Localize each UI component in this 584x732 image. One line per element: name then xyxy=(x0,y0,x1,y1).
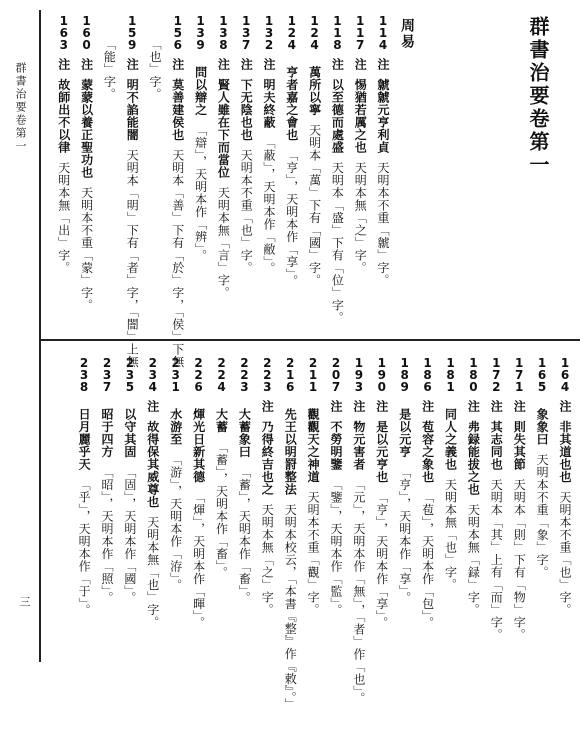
note-column xyxy=(353,14,367,274)
line-number: 160 xyxy=(79,14,94,50)
line-number: 172 xyxy=(489,356,504,392)
note-column xyxy=(512,356,526,641)
source-text: 是以元亨 xyxy=(397,408,412,458)
note-column xyxy=(57,14,71,274)
source-text: 問以辯之 xyxy=(193,66,208,116)
source-text: 明夫終蔽 xyxy=(262,78,276,129)
note-column xyxy=(558,356,572,616)
line-number: 159 xyxy=(125,14,140,50)
line-number: 156 xyxy=(170,14,185,50)
note-column xyxy=(216,14,230,299)
note-column xyxy=(330,14,344,324)
line-number: 224 xyxy=(214,356,229,392)
note-label: 注 xyxy=(489,400,504,413)
source-text: 昭于四方 xyxy=(100,408,114,458)
note-column xyxy=(123,356,137,604)
note-column xyxy=(146,356,160,629)
line-number: 163 xyxy=(56,14,71,50)
note-column xyxy=(308,14,322,287)
running-title: 群書治要卷第一 xyxy=(14,62,27,153)
line-number: 190 xyxy=(374,356,389,392)
top-divider xyxy=(40,339,580,341)
line-number: 189 xyxy=(397,356,412,392)
variant-note: 「固」，天明本作「國」。 xyxy=(122,466,137,604)
note-label: 注 xyxy=(330,58,345,71)
source-text: 水游至 xyxy=(168,408,183,446)
note-label: 注 xyxy=(376,58,390,71)
line-number: 118 xyxy=(330,14,345,50)
source-text: 乃得終吉也之 xyxy=(260,420,275,496)
variant-note: 天明本「則」下有「物」字。 xyxy=(512,478,527,641)
source-text: 明不諂能闇 xyxy=(125,78,140,141)
variant-note: 「也」字。 xyxy=(148,38,162,101)
line-number: 211 xyxy=(306,356,321,392)
note-column xyxy=(170,14,185,368)
source-text: 物元害者 xyxy=(351,420,366,471)
variant-note: 天明本無「言」字。 xyxy=(216,186,231,299)
variant-note: 「游」，天明本作「洊」。 xyxy=(168,453,183,592)
source-text: 大蓄 xyxy=(214,408,229,433)
variant-note: 天明本「其」上有「而」字。 xyxy=(489,478,504,641)
source-text: 故得保其威尊也 xyxy=(145,420,160,508)
variant-note: 天明本無「出」字。 xyxy=(56,161,71,274)
variant-note: 天明本無「録」字。 xyxy=(466,503,481,616)
line-number: 117 xyxy=(353,14,368,50)
note-label: 注 xyxy=(351,400,366,413)
variant-note: 天明本無「也」字。 xyxy=(145,516,160,629)
line-number: 181 xyxy=(443,356,458,392)
note-label: 注 xyxy=(329,400,343,413)
variant-note: 天明本「盛」下有「位」字。 xyxy=(330,161,345,324)
source-text: 下无陰也也 xyxy=(239,78,254,141)
note-column xyxy=(125,14,140,368)
source-text: 是以元亨也 xyxy=(374,420,389,483)
note-label: 注 xyxy=(239,58,254,71)
note-column xyxy=(283,356,298,711)
variant-note: 「煇」，天明本作「暉」。 xyxy=(191,491,206,629)
variant-note: 「亨」，天明本作「享」。 xyxy=(284,149,299,287)
note-column xyxy=(215,356,229,579)
line-number: 186 xyxy=(420,356,435,392)
note-column xyxy=(194,14,208,262)
note-column xyxy=(262,14,276,275)
note-label: 注 xyxy=(56,58,71,71)
source-text: 虩虩元亨利貞 xyxy=(376,78,390,154)
note-label: 注 xyxy=(170,58,185,71)
variant-note: 天明本無「也」字。 xyxy=(443,478,458,591)
note-column xyxy=(375,356,389,629)
line-number: 164 xyxy=(558,356,572,392)
source-text: 日月麗乎天 xyxy=(77,408,92,471)
note-column xyxy=(260,356,274,616)
note-label: 注 xyxy=(374,400,389,413)
line-number: 238 xyxy=(77,356,92,392)
note-column xyxy=(466,356,480,616)
line-number: 234 xyxy=(145,356,160,392)
variant-note: 「昭」，天明本作「照」。 xyxy=(100,466,114,604)
variant-note: 「蔽」，天明本作「敝」。 xyxy=(262,136,276,275)
source-text: 亨者嘉之會也 xyxy=(284,66,299,141)
source-text: 莫善建侯也 xyxy=(170,78,185,141)
source-text: 象象曰 xyxy=(535,408,550,446)
line-number: 223 xyxy=(260,356,275,392)
note-label: 注 xyxy=(420,400,435,413)
note-label: 注 xyxy=(145,400,160,413)
variant-note: 天明本「善」下有「於」字，「侯」下無 xyxy=(170,149,185,368)
line-number: 138 xyxy=(216,14,231,50)
note-column xyxy=(421,356,435,629)
line-number: 124 xyxy=(307,14,322,50)
note-label: 注 xyxy=(512,400,527,413)
line-number: 193 xyxy=(351,356,366,392)
variant-note: 天明本無「之」字。 xyxy=(260,503,275,616)
variant-note: 天明本「萬」下有「國」字。 xyxy=(307,124,322,287)
source-text: 苞容之象也 xyxy=(420,420,435,483)
line-number: 124 xyxy=(284,14,299,50)
note-column xyxy=(102,14,116,101)
source-text: 賢人雖在下而當位 xyxy=(216,78,231,179)
note-column xyxy=(192,356,206,629)
variant-note: 天明本不重「象」字。 xyxy=(535,453,550,579)
line-number: 139 xyxy=(193,14,208,50)
line-number: 114 xyxy=(376,14,390,50)
variant-note: 天明本「明」下有「者」字，「闇」上無 xyxy=(125,149,140,368)
note-label: 注 xyxy=(353,58,368,71)
variant-note: 「乎」，天明本作「于」。 xyxy=(77,478,92,617)
line-number: 180 xyxy=(466,356,481,392)
note-label: 注 xyxy=(260,400,275,413)
note-label: 注 xyxy=(216,58,231,71)
source-text: 同人之義也 xyxy=(443,408,458,471)
page-title: 群書治要卷第一 xyxy=(526,16,550,177)
note-label: 注 xyxy=(466,400,481,413)
variant-note: 天明本不重「蒙」字。 xyxy=(79,186,94,312)
source-text: 以守其固 xyxy=(122,408,137,458)
note-label: 注 xyxy=(262,58,276,71)
variant-note: 「亨」，天明本作「享」。 xyxy=(397,466,412,604)
source-text: 先王以明罸整法 xyxy=(283,408,298,496)
variant-note: 「蓄」，天明本作「畜」。 xyxy=(214,441,229,579)
source-text: 不勞明鑒 xyxy=(329,420,343,471)
line-number: 235 xyxy=(122,356,137,392)
note-column xyxy=(398,356,412,604)
line-number: 171 xyxy=(512,356,527,392)
note-label: 注 xyxy=(79,58,94,71)
note-column xyxy=(535,356,549,579)
variant-note: 「元」，天明本作「無」，「者」作「也」。 xyxy=(351,478,366,705)
line-number: 237 xyxy=(100,356,114,392)
note-column xyxy=(169,356,183,592)
variant-note: 「蓄」，天明本作「畜」。 xyxy=(237,466,252,604)
variant-note: 天明本不重「也」字。 xyxy=(558,491,572,616)
page-number: 三 xyxy=(18,596,31,607)
source-text: 以至德而處盛 xyxy=(330,78,345,154)
note-column xyxy=(444,356,458,591)
line-number: 165 xyxy=(535,356,550,392)
section-heading: 周易 xyxy=(399,18,415,50)
left-margin-rule xyxy=(39,10,41,662)
note-column xyxy=(376,14,390,287)
line-number: 226 xyxy=(191,356,206,392)
line-number: 223 xyxy=(237,356,252,392)
variant-note: 「亨」，天明本作「享」。 xyxy=(374,491,389,629)
source-text: 弗録能拔之也 xyxy=(466,420,481,496)
source-text: 大蓄象曰 xyxy=(237,408,252,458)
note-column xyxy=(80,14,94,312)
variant-note: 天明本不重「觀」字。 xyxy=(306,491,321,616)
note-column xyxy=(489,356,503,641)
source-text: 惕猶若厲之也 xyxy=(353,78,368,154)
note-column xyxy=(306,356,320,616)
note-column xyxy=(237,356,251,604)
note-column xyxy=(100,356,114,604)
variant-note: 「能」字。 xyxy=(102,38,117,101)
variant-note: 「苞」，天明本作「包」。 xyxy=(420,491,435,629)
variant-note: 天明本無「之」字。 xyxy=(353,161,368,274)
variant-note: 天明本不重「也」字。 xyxy=(239,149,254,274)
line-number: 132 xyxy=(262,14,276,50)
variant-note: 天明本不重「虩」字。 xyxy=(376,161,390,287)
source-text: 故師出不以律 xyxy=(56,78,71,154)
variant-note: 「辯」，天明本作「辨」。 xyxy=(193,124,208,262)
note-column xyxy=(329,356,343,617)
source-text: 蒙蒙以養正聖功也 xyxy=(79,78,94,179)
note-column xyxy=(148,14,162,101)
source-text: 其志同也 xyxy=(489,420,504,471)
note-column xyxy=(77,356,91,617)
note-column xyxy=(351,356,366,705)
note-label: 注 xyxy=(558,400,572,413)
note-label: 注 xyxy=(125,58,140,71)
source-text: 煇光日新其德 xyxy=(191,408,206,483)
line-number: 231 xyxy=(168,356,183,392)
line-number: 216 xyxy=(283,356,298,392)
source-text: 觀觀天之神道 xyxy=(306,408,321,483)
source-text: 非其道也也 xyxy=(558,420,572,483)
variant-note: 天明本校云，「本書『整』作『敕』。」 xyxy=(283,503,298,711)
variant-note: 「鑒」，天明本作「監」。 xyxy=(329,478,343,617)
line-number: 207 xyxy=(329,356,343,392)
note-column xyxy=(239,14,253,274)
note-column xyxy=(285,14,299,287)
source-text: 則失其節 xyxy=(512,420,527,471)
line-number: 137 xyxy=(239,14,254,50)
source-text: 萬所以寧 xyxy=(307,66,322,116)
